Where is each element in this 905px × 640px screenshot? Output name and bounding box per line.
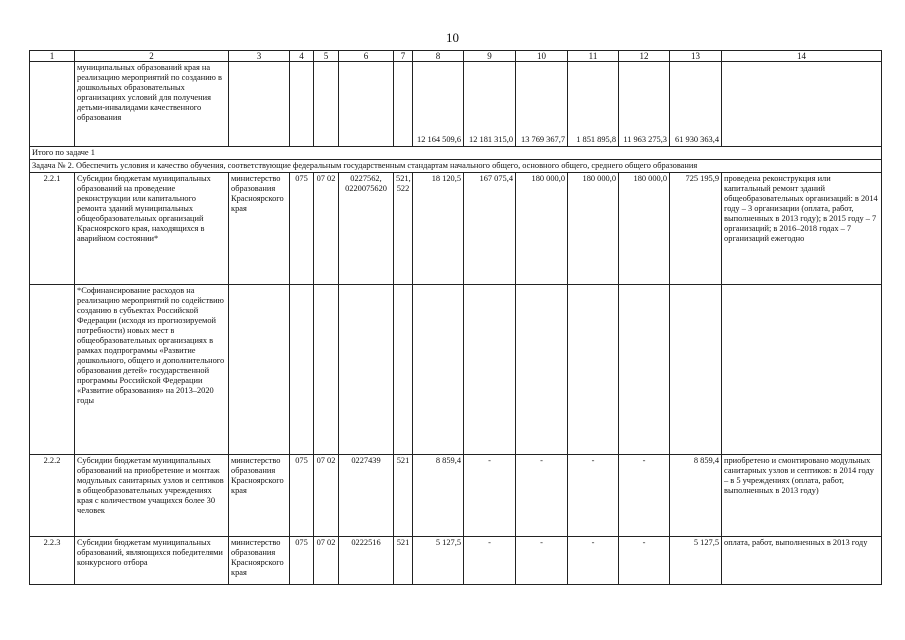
col-header: 8: [413, 51, 464, 62]
page-number: 10: [446, 30, 459, 45]
total-value: 12 164 509,6: [413, 62, 464, 147]
row-grbs: 075: [290, 537, 314, 585]
total-value: 1 851 895,8: [568, 62, 619, 147]
row-result: оплата, работ, выполненных в 2013 году: [722, 537, 882, 585]
col-header: 14: [722, 51, 882, 62]
continued-text: муниципальных образований края на реализацию мероприятий по созданию в дошкольных образовательных организациях условий для получения детьми-инвалидами качественного образования: [75, 62, 229, 147]
task-heading: Задача № 2. Обеспечить условия и качество обучения, соответствующие федеральным государственным стандартам начального общего, основного общего, среднего общего образования: [30, 160, 882, 173]
row-y1: 5 127,5: [413, 537, 464, 585]
row-number: 2.2.1: [30, 173, 75, 285]
row-y3: -: [516, 455, 568, 537]
col-header: 9: [464, 51, 516, 62]
col-header: 2: [75, 51, 229, 62]
row-total: 725 195,9: [670, 173, 722, 285]
total-value: 61 930 363,4: [670, 62, 722, 147]
row-note: *Софинансирование расходов на реализацию мероприятий по содействию созданию в субъектах Российской Федерации (исходя из прогнозируемой потребности) новых мест в общеобразовательных организациях в рамках подпрограммы «Развитие дошкольного, общего и дополнительного образования детей» государственной программы Российской Федерации «Развитие образования» на 2013–2020 годы: [75, 285, 229, 455]
col-header: 4: [290, 51, 314, 62]
row-total: 5 127,5: [670, 537, 722, 585]
table-row: [30, 455, 882, 537]
row-y5: 180 000,0: [619, 173, 670, 285]
task-row: [30, 160, 882, 173]
col-header: 3: [229, 51, 290, 62]
col-header: 13: [670, 51, 722, 62]
itogo-label: Итого по задаче 1: [30, 147, 882, 160]
row-result: приобретено и смонтировано модульных санитарных узлов и септиков: в 2014 году – в 5 учреждениях (оплата, работ, выполненных в 2013 году): [722, 455, 882, 537]
row-rzpr: 07 02: [314, 173, 339, 285]
row-vr: 521: [394, 455, 413, 537]
col-header: 12: [619, 51, 670, 62]
col-header: 7: [394, 51, 413, 62]
program-table: [29, 50, 882, 585]
continued-row: [30, 62, 882, 147]
row-org: министерство образования Красноярского края: [229, 173, 290, 285]
row-name: Субсидии бюджетам муниципальных образований, являющихся победителями конкурсного отбора: [75, 537, 229, 585]
row-y1: 18 120,5: [413, 173, 464, 285]
total-value: 13 769 367,7: [516, 62, 568, 147]
row-y3: 180 000,0: [516, 173, 568, 285]
row-y2: -: [464, 455, 516, 537]
row-vr: 521: [394, 537, 413, 585]
col-header: 10: [516, 51, 568, 62]
row-result: проведена реконструкция или капитальный ремонт зданий общеобразовательных организаций: в 2014 году – 3 организации (оплата, работ, выполненных в 2013 году); в 2015 году – 7 организаций; в 2016–2018 годах – 7 организаций ежегодно: [722, 173, 882, 285]
row-y5: -: [619, 537, 670, 585]
row-y5: -: [619, 455, 670, 537]
row-grbs: 075: [290, 173, 314, 285]
itogo-row: [30, 147, 882, 160]
row-total: 8 859,4: [670, 455, 722, 537]
row-org: министерство образования Красноярского края: [229, 455, 290, 537]
table-row: [30, 173, 882, 285]
row-y4: -: [568, 455, 619, 537]
row-csr: 0222516: [339, 537, 394, 585]
row-y1: 8 859,4: [413, 455, 464, 537]
row-y4: -: [568, 537, 619, 585]
note-row: [30, 285, 882, 455]
row-rzpr: 07 02: [314, 537, 339, 585]
row-org: министерство образования Красноярского края: [229, 537, 290, 585]
row-y2: -: [464, 537, 516, 585]
total-value: 12 181 315,0: [464, 62, 516, 147]
col-header: 6: [339, 51, 394, 62]
row-y4: 180 000,0: [568, 173, 619, 285]
row-vr: 521, 522: [394, 173, 413, 285]
row-name: Субсидии бюджетам муниципальных образований на приобретение и монтаж модульных санитарных узлов и септиков в общеобразовательных учреждениях края с количеством учащихся более 30 человек: [75, 455, 229, 537]
row-name: Субсидии бюджетам муниципальных образований на проведение реконструкции или капитального ремонта зданий муниципальных общеобразовательных организаций Красноярского края, находящихся в аварийном состоянии*: [75, 173, 229, 285]
total-value: 11 963 275,3: [619, 62, 670, 147]
column-number-row: [30, 51, 882, 62]
row-csr: 0227562, 0220075620: [339, 173, 394, 285]
table-row: [30, 537, 882, 585]
col-header: 1: [30, 51, 75, 62]
row-number: 2.2.3: [30, 537, 75, 585]
col-header: 11: [568, 51, 619, 62]
row-y2: 167 075,4: [464, 173, 516, 285]
row-y3: -: [516, 537, 568, 585]
row-number: 2.2.2: [30, 455, 75, 537]
row-grbs: 075: [290, 455, 314, 537]
col-header: 5: [314, 51, 339, 62]
row-rzpr: 07 02: [314, 455, 339, 537]
row-csr: 0227439: [339, 455, 394, 537]
